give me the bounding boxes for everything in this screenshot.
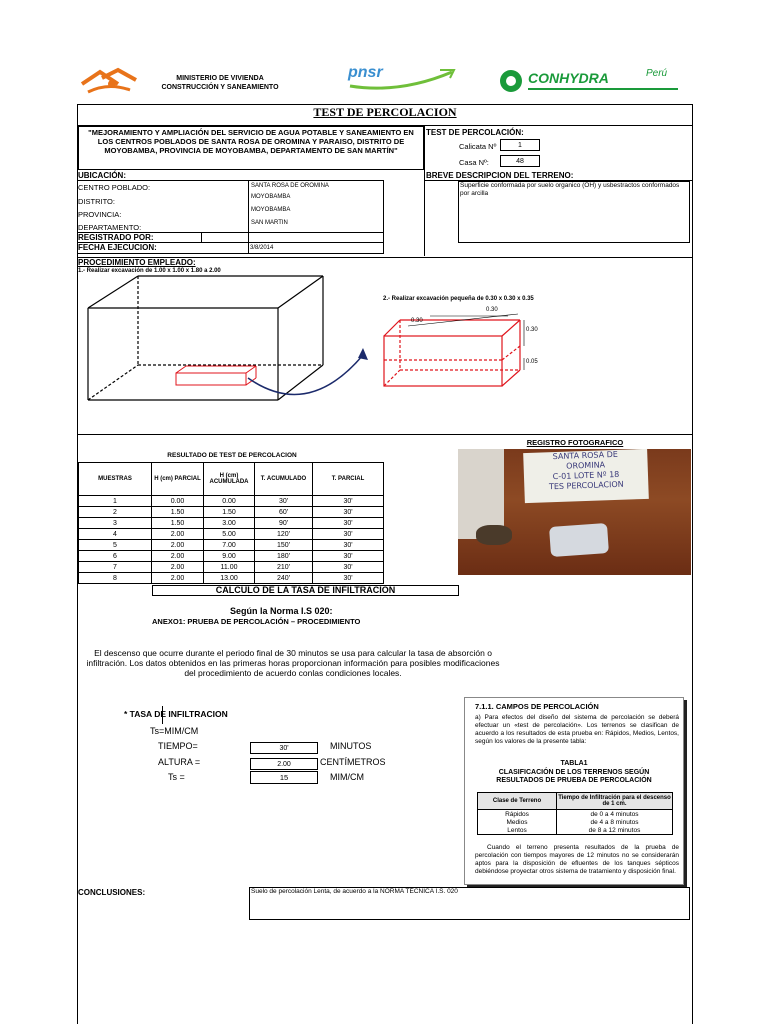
table-cell: 2.00 [152,540,204,551]
table-cell: 4 [79,529,152,540]
dim-label-c: 0.30 [526,327,538,333]
divider [383,180,384,254]
table-cell: de 4 a 8 minutos [557,818,673,826]
test-heading: TEST DE PERCOLACIÓN: [426,128,524,137]
procedimiento-step-2: 2.- Realizar excavación pequeña de 0.30 x 0.30 x 0.35 [383,296,534,302]
table-row [79,518,384,529]
registrado-label: REGISTRADO POR: [78,233,154,242]
table-row [79,573,384,584]
calculo-paragraph: El descenso que ocurre durante el periodo final de 30 minutos se usa para calcular la tasa de absorción o infiltración. Los datos obtenidos en las primeras horas proporcionan información para posibles modificaciones del procedimiento de acuerdo conlas condiciones locales. [86,648,500,678]
altura-value [250,758,318,770]
table-cell: 1.50 [204,507,255,518]
conhydra-logo-text: CONHYDRA [528,70,609,86]
tasa-heading: * TASA DE INFILTRACION [124,709,228,719]
large-excavation-box [88,276,323,400]
dim-label-d: 0.05 [526,359,538,365]
divider [201,232,202,242]
table-cell: 1.50 [152,518,204,529]
table-cell: 2.00 [152,529,204,540]
ubicacion-value: SANTA ROSA DE OROMINA [251,183,329,189]
excavation-diagram [78,270,538,430]
fecha-value: 3/8/2014 [250,245,274,251]
table-cell: 2.00 [152,573,204,584]
table-cell: de 8 a 12 minutos [557,826,673,835]
tiempo-value-text: 30' [279,745,289,752]
sign-line: SANTA ROSA DE [552,449,619,462]
clasificacion-table [477,792,673,835]
altura-label: ALTURA = [158,757,201,767]
ts-unit: MIM/CM [330,772,364,782]
dimension-lines [408,314,524,370]
table-cell: 7 [79,562,152,573]
photo-hole-icon [549,523,609,557]
tabla-sub-1: CLASIFICACIÓN DE LOS TERRENOS SEGÚN [498,769,650,776]
formula: Ts=MIM/CM [150,726,199,736]
column-header: Tiempo de Infiltración para el descenso de 1 cm. [557,793,673,810]
altura-unit: CENTÍMETROS [320,757,386,767]
ubicacion-value: MOYOBAMBA [251,194,291,200]
conclusiones-text: Suelo de percolación Lenta, de acuerdo a la NORMA TÉCNICA I.S. 020 [251,888,458,895]
site-photo [458,449,691,575]
terreno-text: Superficie conformada por suelo organico (OH) y usbestractos conformados por arcilla [460,182,680,197]
table-cell: 30' [313,529,384,540]
resultados-title: RESULTADO DE TEST DE PERCOLACION [167,452,297,459]
table-cell: 30' [313,518,384,529]
sign-line: TES PERCOLACION [548,479,624,492]
arrow-head-icon [358,348,368,360]
casa-value [500,155,540,167]
table-cell: 1 [79,496,152,507]
table-row [478,810,673,819]
table-row [79,540,384,551]
dim-label-a: 0.30 [486,307,498,313]
table-header-row [79,463,384,496]
procedimiento-step-1: 1.- Realizar excavación de 1.00 x 1.00 x 1.80 a 2.00 [78,268,221,274]
small-hole-inside [176,366,256,385]
table-cell: 7.00 [204,540,255,551]
ts-value-text: 15 [279,773,289,782]
tabla-title: TABLA1 [560,760,588,767]
sign-line: C-01 LOTE Nº 18 [552,469,620,482]
conhydra-underline [528,88,678,90]
table-row [79,562,384,573]
table-row [79,529,384,540]
divider [77,434,693,435]
conhydra-logo-suffix: Perú [646,68,668,79]
pnsr-logo [340,64,460,92]
divider [78,253,383,254]
ubicacion-label: CENTRO POBLADO: [78,183,151,192]
ts-label: Ts = [168,772,185,782]
cursor-icon [162,706,163,724]
ubicacion-label: DEPARTAMENTO: [78,223,142,232]
table-cell: 90' [255,518,313,529]
photo-sign [523,449,649,503]
resultados-table [78,462,384,584]
table-cell: 13.00 [204,573,255,584]
ts-value [250,771,318,784]
ministry-name [150,74,290,92]
campos-heading: 7.1.1. CAMPOS DE PERCOLACIÓN [475,702,599,711]
tabla-sub-2: RESULTADOS DE PRUEBA DE PERCOLACIÓN [496,777,652,784]
table-cell: 2 [79,507,152,518]
divider [424,126,425,256]
table-cell: 6 [79,551,152,562]
norma-heading: Según la Norma I.S 020: [230,606,333,616]
table-cell: 0.00 [152,496,204,507]
table-cell: 210' [255,562,313,573]
table-cell: 30' [313,507,384,518]
tiempo-value [250,742,318,754]
ubicacion-row [78,194,384,207]
table-cell: 30' [313,551,384,562]
calicata-label: Calicata Nº [459,142,497,151]
column-header: H (cm) PARCIAL [152,463,204,496]
ubicacion-value: MOYOBAMBA [251,207,291,213]
tiempo-unit: MINUTOS [330,741,372,751]
procedimiento-heading: PROCEDIMIENTO EMPLEADO: [78,258,196,267]
table-cell: 150' [255,540,313,551]
column-header: Clase de Terreno [478,793,557,810]
ministry-line-2: CONSTRUCCIÓN Y SANEAMIENTO [161,84,279,91]
campos-para-a: a) Para efectos del diseño del sistema de percolación se deberá efectuar un «test de percolación». Los terrenos se clasifican de acuerdo a los resultados de esta prueba en: Rápidos, Medios, Lentos, según los valores de la presente tabla: [475,714,679,745]
table-cell: 11.00 [204,562,255,573]
ubicacion-row [78,181,384,194]
table-cell: 30' [313,562,384,573]
table-row [478,818,673,826]
conclusiones-label: CONCLUSIONES: [78,888,146,897]
ministry-logo-icon [78,66,144,96]
calicata-value [500,139,540,151]
table-cell: 0.00 [204,496,255,507]
fecha-label: FECHA EJECUCION: [78,243,157,252]
table-cell: 2.00 [152,562,204,573]
pnsr-logo-text: pnsr [348,64,383,81]
table-cell: 60' [255,507,313,518]
table-cell: de 0 a 4 minutos [557,810,673,819]
casa-label: Casa Nº: [459,158,489,167]
conhydra-symbol-inner-icon [506,76,516,86]
project-title: "MEJORAMIENTO Y AMPLIACIÓN DEL SERVICIO DE AGUA POTABLE Y SANEAMIENTO EN LOS CENTROS POBLADOS DE SANTA ROSA DE OROMINA Y PARAISO, DISTRITO DE MOYOBAMBA, PROVINCIA DE MOYOBAMBA, DEPARTAMENTO DE SAN MARTÍN" [88,128,414,155]
conhydra-logo [496,68,690,94]
calculo-title: CALCULO DE LA TASA DE INFILTRACION [215,585,396,595]
table-cell: 30' [255,496,313,507]
campos-para-b: Cuando el terreno presenta resultados de la prueba de percolación con tiempos mayores de 12 minutos no se considerarán aptos para la disposición de efluentes de los tanques sépticos debiéndose proyectar otros sistema de tratamiento y disposición final. [475,844,679,875]
table-cell: 30' [313,573,384,584]
ubicacion-value: SAN MARTIN [251,220,288,226]
table-row [79,551,384,562]
calicata-value-text: 1 [518,142,522,149]
altura-value-text: 2.00 [277,761,291,768]
table-cell: 3.00 [204,518,255,529]
table-cell: 3 [79,518,152,529]
table-row [478,826,673,835]
column-header: T. PARCIAL [313,463,384,496]
terreno-heading: BREVE DESCRIPCION DEL TERRENO: [426,171,574,180]
sign-line: OROMINA [566,460,606,471]
ubicacion-label: PROVINCIA: [78,210,122,219]
table-cell: Medios [478,818,557,826]
ubicacion-label: DISTRITO: [78,197,115,206]
column-header: MUESTRAS [79,463,152,496]
table-cell: 2.00 [152,551,204,562]
page-title: TEST DE PERCOLACION [313,105,457,119]
column-header: T. ACUMULADO [255,463,313,496]
table-cell: 8 [79,573,152,584]
ubicacion-heading: UBICACIÓN: [78,171,126,180]
table-cell: 1.50 [152,507,204,518]
column-header: H (cm) ACUMULADA [204,463,255,496]
dim-label-b: 0.30 [411,318,423,324]
table-header-row [478,793,673,810]
table-row [79,507,384,518]
arrow-connector [248,355,363,394]
ministry-line-1: MINISTERIO DE VIVIENDA [176,75,264,82]
norma-excerpt [464,697,684,885]
table-cell: 30' [313,540,384,551]
anexo-heading: ANEXO1: PRUEBA DE PERCOLACIÓN – PROCEDIMIENTO [152,617,361,626]
table-row [79,496,384,507]
ubicacion-row [78,207,384,220]
table-cell: Lentos [478,826,557,835]
tiempo-label: TIEMPO= [158,741,198,751]
table-cell: 180' [255,551,313,562]
foto-heading: REGISTRO FOTOGRAFICO [526,438,624,447]
small-excavation-box [384,320,520,386]
table-cell: 120' [255,529,313,540]
table-cell: 9.00 [204,551,255,562]
photo-shoe-icon [476,525,512,545]
table-cell: 30' [313,496,384,507]
table-cell: 240' [255,573,313,584]
table-cell: 5.00 [204,529,255,540]
table-cell: Rápidos [478,810,557,819]
casa-value-text: 48 [516,158,524,165]
table-cell: 5 [79,540,152,551]
